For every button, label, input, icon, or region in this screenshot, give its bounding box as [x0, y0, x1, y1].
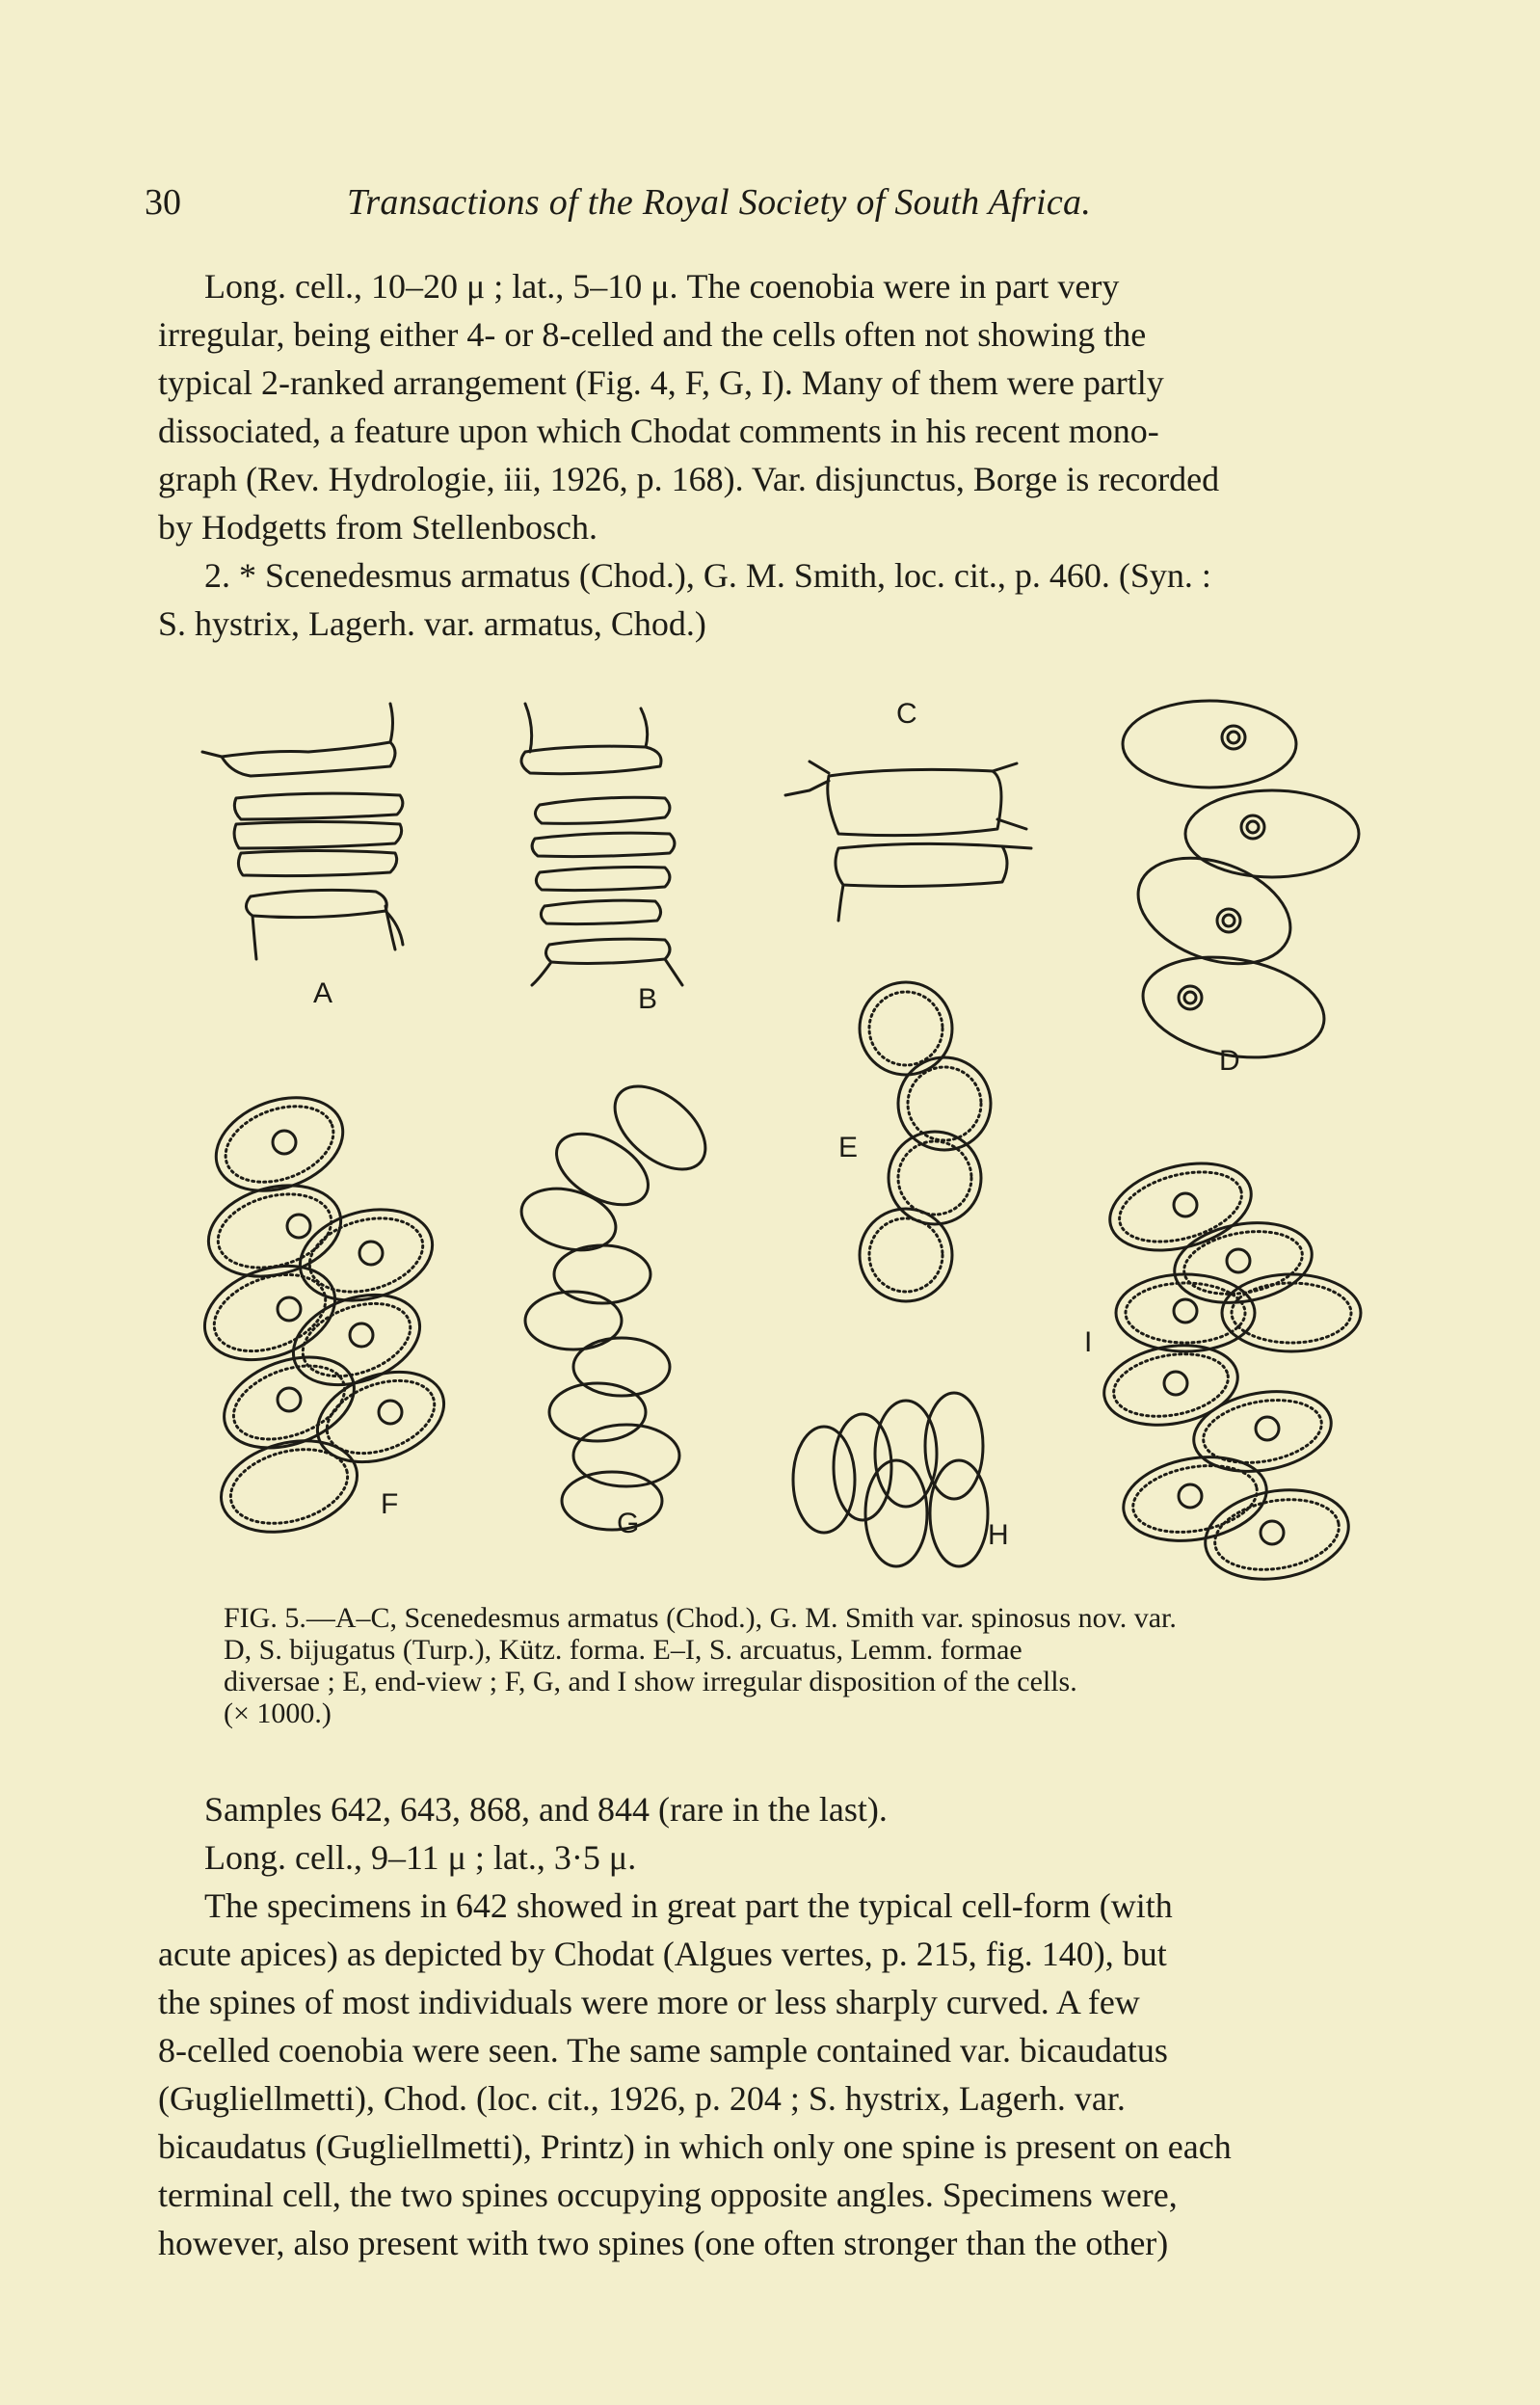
text-line: (Gugliellmetti), Chod. (loc. cit., 1926, p. 204 ; S. hystrix, Lagerh. var.: [158, 2079, 1126, 2118]
text-line: dissociated, a feature upon which Chodat comments in his recent mono-: [158, 412, 1159, 450]
panel-label-h: H: [988, 1519, 1009, 1551]
panel-label-i: I: [1084, 1326, 1093, 1358]
panel-label-c: C: [896, 698, 917, 730]
page-number: 30: [145, 182, 181, 223]
paragraph-measurements: Long. cell., 9–11 μ ; lat., 3·5 μ.: [204, 1838, 637, 1877]
panel-label-e: E: [838, 1132, 859, 1163]
panel-label-f: F: [381, 1488, 399, 1520]
panel-c-cells: [785, 762, 1031, 921]
text-line: S. hystrix, Lagerh. var. armatus, Chod.): [158, 604, 706, 643]
panel-label-d: D: [1219, 1045, 1240, 1077]
algae-drawing: [193, 684, 1388, 1590]
page-header: [145, 172, 1417, 229]
panel-d-cells: [1123, 701, 1359, 1071]
text-line: bicaudatus (Gugliellmetti), Printz) in which only one spine is present on each: [158, 2127, 1232, 2166]
caption-line: diversae ; E, end-view ; F, G, and I show irregular disposition of the cells.: [224, 1666, 1077, 1697]
paragraph-specimens: [158, 1882, 1407, 2267]
paragraph-samples: Samples 642, 643, 868, and 844 (rare in the last).: [204, 1790, 888, 1829]
text-line: The specimens in 642 showed in great part the typical cell-form (with: [204, 1886, 1173, 1925]
text-line: acute apices) as depicted by Chodat (Algues vertes, p. 215, fig. 140), but: [158, 1935, 1167, 1973]
text-line: however, also present with two spines (one often stronger than the other): [158, 2224, 1169, 2262]
text-line: typical 2-ranked arrangement (Fig. 4, F, G, I). Many of them were partly: [158, 363, 1164, 402]
panel-a-cells: [202, 704, 403, 959]
paragraph-species-heading: [158, 551, 1407, 648]
panel-label-b: B: [638, 983, 658, 1015]
panel-label-g: G: [617, 1508, 640, 1539]
text-line: by Hodgetts from Stellenbosch.: [158, 508, 597, 547]
panel-e-cells: [860, 982, 991, 1301]
panel-i-cells: [1098, 1149, 1361, 1590]
figure-caption: [224, 1602, 1359, 1729]
text-line: the spines of most individuals were more or less sharply curved. A few: [158, 1983, 1140, 2021]
running-title: Transactions of the Royal Society of South Africa.: [347, 182, 1092, 223]
text-line: 2. * Scenedesmus armatus (Chod.), G. M. Smith, loc. cit., p. 460. (Syn. :: [204, 556, 1211, 595]
bottom-text: [158, 1785, 1407, 2267]
panel-label-a: A: [313, 977, 333, 1009]
paragraph-long-cell: [158, 262, 1407, 551]
top-text: [158, 262, 1407, 648]
text-line: 8-celled coenobia were seen. The same sample contained var. bicaudatus: [158, 2031, 1168, 2070]
panel-g-cells: [515, 1070, 721, 1530]
text-line: Long. cell., 10–20 μ ; lat., 5–10 μ. The coenobia were in part very: [204, 267, 1120, 306]
caption-line: (× 1000.): [224, 1697, 332, 1729]
text-line: irregular, being either 4- or 8-celled and the cells often not showing the: [158, 315, 1147, 354]
panel-b-cells: [521, 704, 682, 985]
panel-h-cells: [793, 1393, 988, 1566]
caption-line: FIG. 5.—A–C, Scenedesmus armatus (Chod.), G. M. Smith var. spinosus nov. var.: [224, 1602, 1177, 1634]
panel-f-cells: [193, 1081, 457, 1546]
text-line: graph (Rev. Hydrologie, iii, 1926, p. 168). Var. disjunctus, Borge is recorded: [158, 460, 1220, 498]
caption-line: D, S. bijugatus (Turp.), Kütz. forma. E–I, S. arcuatus, Lemm. formae: [224, 1634, 1022, 1666]
text-line: terminal cell, the two spines occupying opposite angles. Specimens were,: [158, 2176, 1178, 2214]
figure-5-illustration: [193, 684, 1388, 1590]
